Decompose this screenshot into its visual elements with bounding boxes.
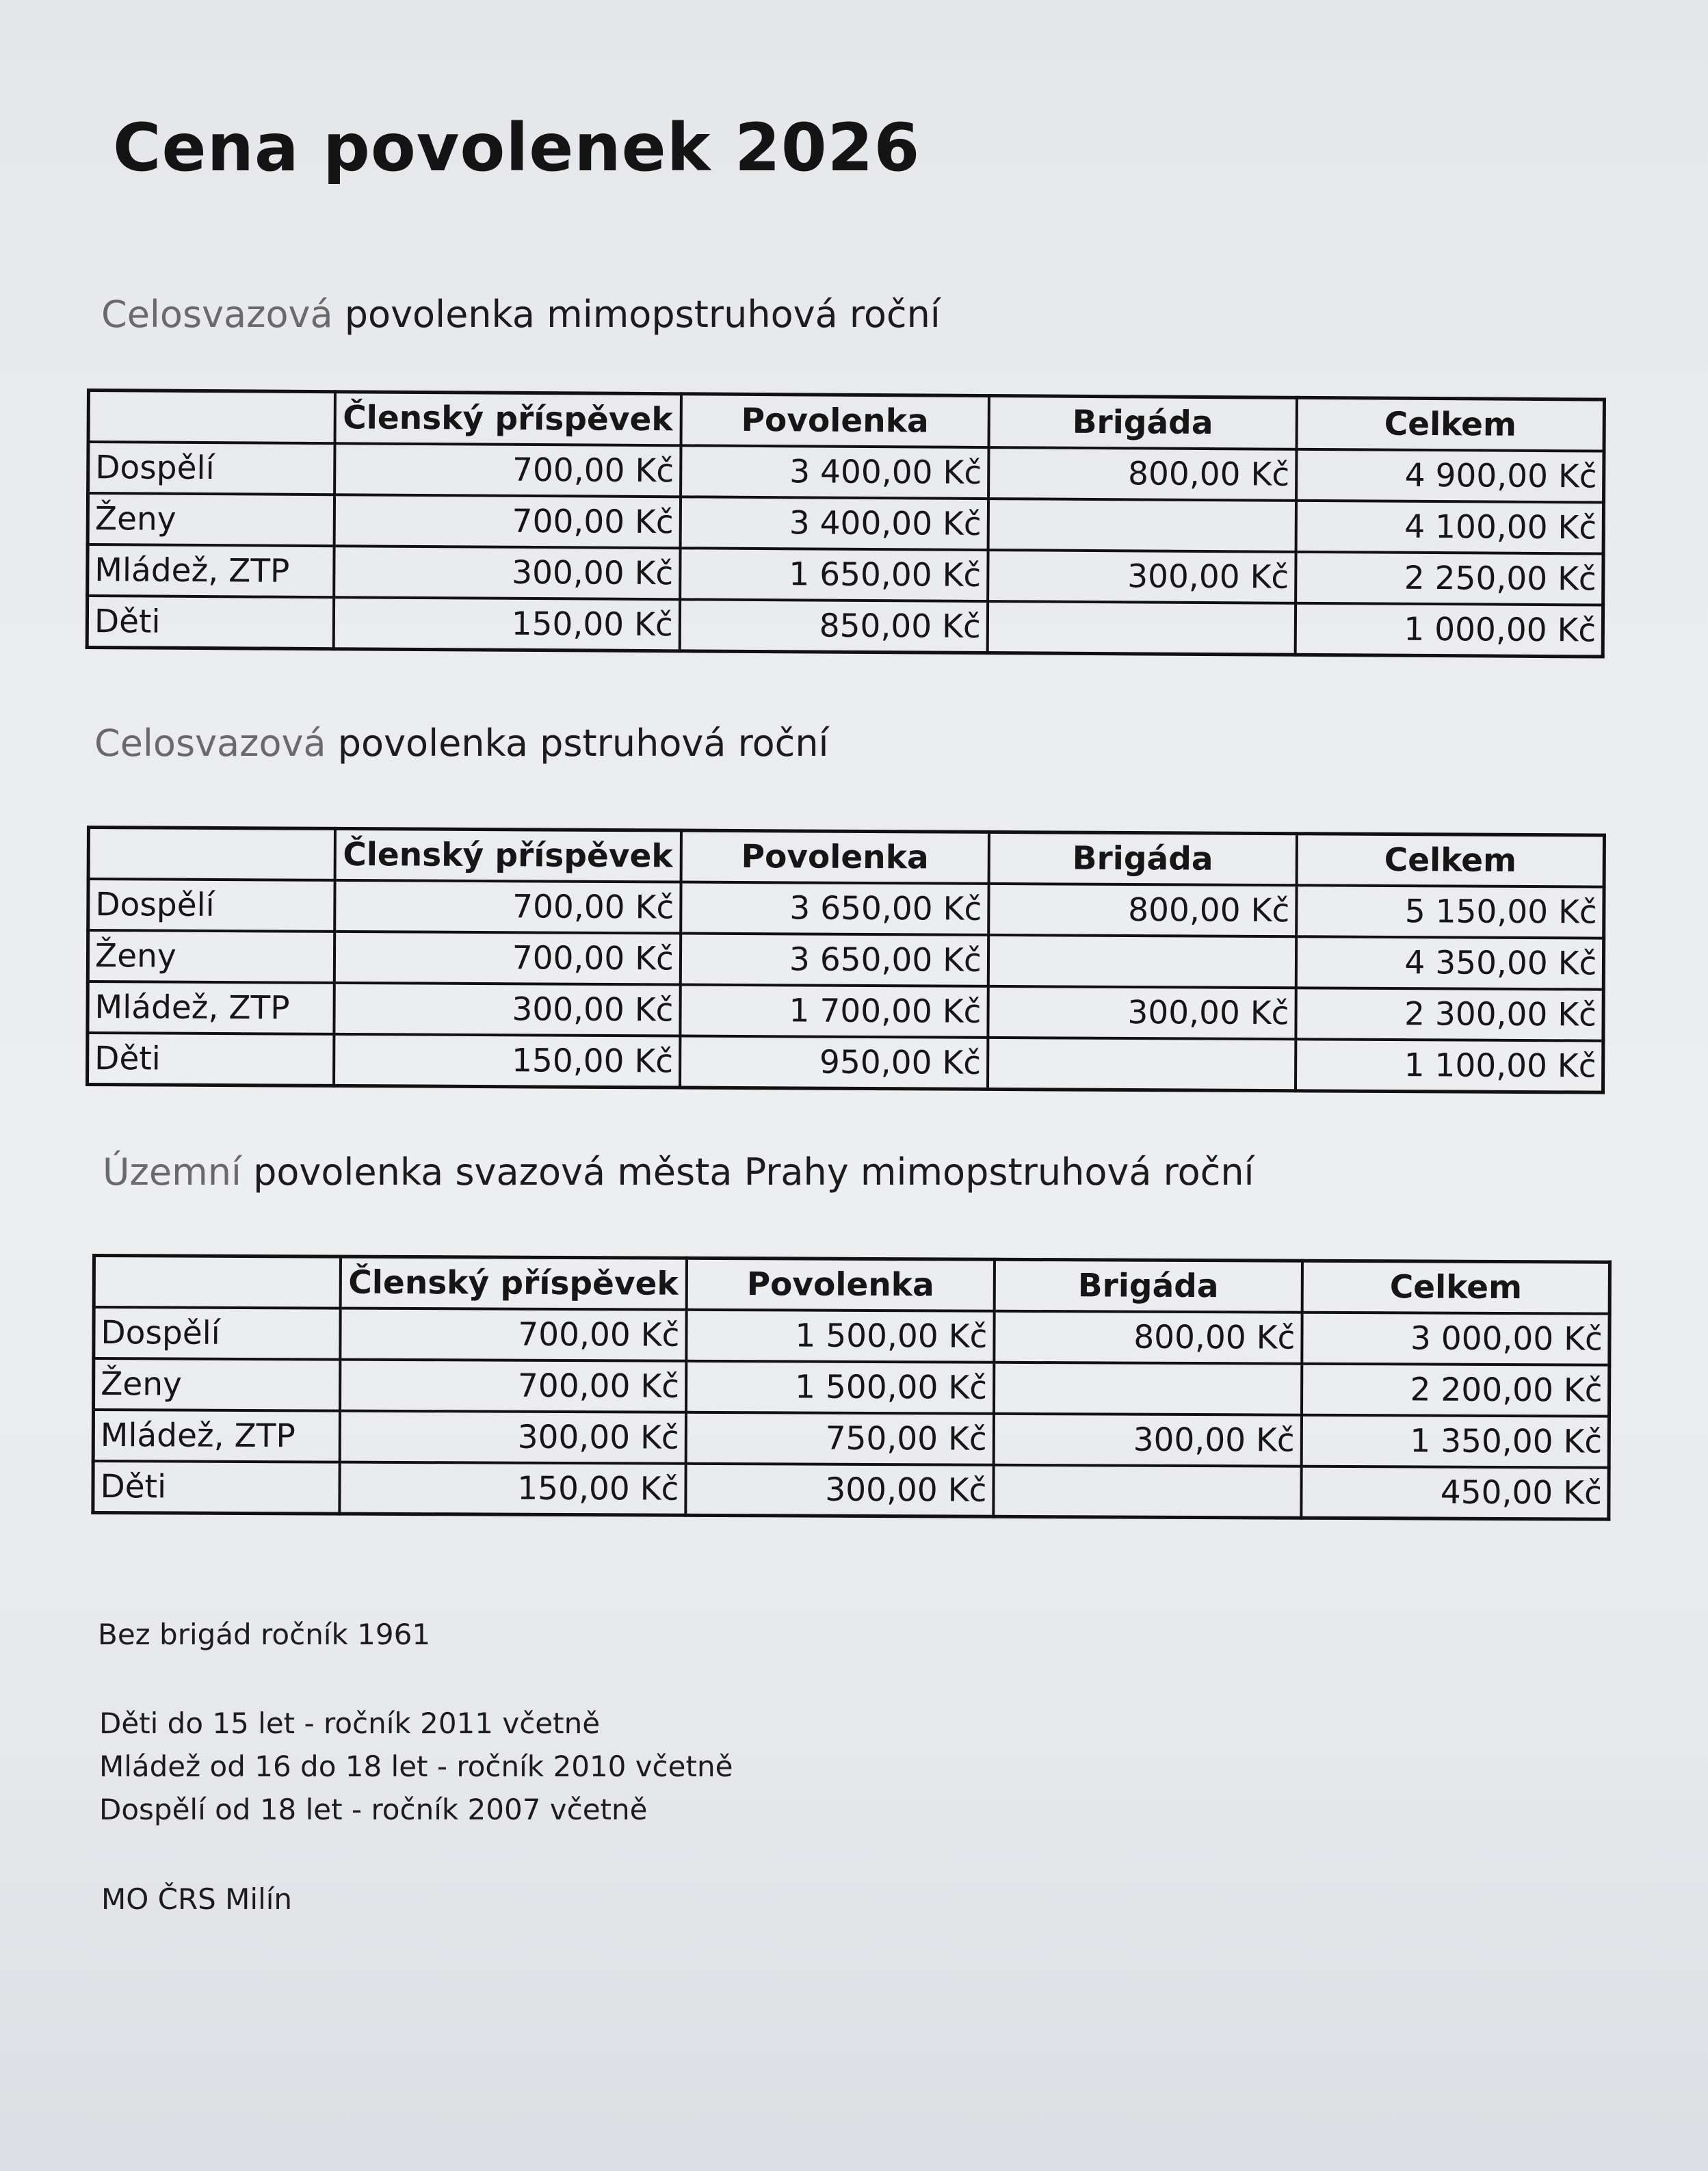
brigade-cell: 800,00 Kč bbox=[988, 884, 1296, 936]
header-empty bbox=[94, 1256, 340, 1308]
organization-signature: MO ČRS Milín bbox=[101, 1882, 293, 1916]
note-youth-age: Mládež od 16 do 18 let - ročník 2010 včetně bbox=[99, 1750, 733, 1783]
header-permit: Povolenka bbox=[687, 1258, 995, 1311]
permit-cell: 950,00 Kč bbox=[680, 1036, 988, 1090]
fee-cell: 700,00 Kč bbox=[340, 1308, 687, 1361]
row-label: Dospělí bbox=[94, 1307, 340, 1360]
table-row bbox=[88, 493, 1604, 554]
permit-cell: 300,00 Kč bbox=[685, 1464, 993, 1516]
permit-cell: 3 400,00 Kč bbox=[680, 497, 988, 550]
table-header-row bbox=[88, 391, 1605, 451]
permit-cell: 1 700,00 Kč bbox=[680, 985, 988, 1038]
table-row bbox=[94, 1307, 1610, 1365]
table-row bbox=[94, 1358, 1610, 1417]
header-brigade: Brigáda bbox=[988, 832, 1296, 885]
section-heading-3 bbox=[103, 1150, 1254, 1194]
brigade-cell bbox=[988, 1038, 1296, 1091]
page-title: Cena povolenek 2026 bbox=[113, 109, 921, 186]
fee-cell: 150,00 Kč bbox=[339, 1462, 686, 1516]
header-permit: Povolenka bbox=[681, 394, 988, 447]
total-cell: 4 100,00 Kč bbox=[1296, 501, 1603, 554]
section-heading-1-prefix: Celosvazová bbox=[101, 293, 333, 336]
total-cell: 2 200,00 Kč bbox=[1302, 1364, 1610, 1417]
total-cell: 450,00 Kč bbox=[1301, 1466, 1609, 1519]
table-row bbox=[93, 1461, 1610, 1519]
fee-cell: 700,00 Kč bbox=[334, 932, 681, 985]
header-permit: Povolenka bbox=[681, 830, 988, 884]
price-table-1 bbox=[86, 389, 1607, 659]
fee-cell: 300,00 Kč bbox=[339, 1411, 686, 1464]
note-adults-age: Dospělí od 18 let - ročník 2007 včetně bbox=[99, 1793, 648, 1826]
fee-cell: 150,00 Kč bbox=[333, 597, 680, 651]
fee-cell: 150,00 Kč bbox=[334, 1034, 681, 1088]
table-header-row bbox=[94, 1256, 1610, 1314]
section-heading-3-prefix: Územní bbox=[103, 1150, 241, 1194]
fee-cell: 700,00 Kč bbox=[334, 495, 681, 548]
header-brigade: Brigáda bbox=[995, 1259, 1302, 1312]
fee-cell: 300,00 Kč bbox=[334, 546, 681, 599]
total-cell: 4 350,00 Kč bbox=[1296, 936, 1604, 989]
price-table-2 bbox=[86, 826, 1606, 1094]
table-row bbox=[93, 1410, 1610, 1468]
section-heading-3-text: povolenka svazová města Prahy mimopstruhová roční bbox=[241, 1150, 1254, 1194]
note-no-brigade: Bez brigád ročník 1961 bbox=[98, 1618, 431, 1651]
permit-cell: 1 500,00 Kč bbox=[686, 1361, 994, 1414]
fee-cell: 700,00 Kč bbox=[334, 880, 681, 934]
total-cell: 5 150,00 Kč bbox=[1296, 885, 1604, 938]
fee-cell: 300,00 Kč bbox=[334, 983, 681, 1036]
total-cell: 4 900,00 Kč bbox=[1296, 449, 1604, 503]
header-total: Celkem bbox=[1296, 834, 1604, 887]
brigade-cell: 800,00 Kč bbox=[988, 447, 1296, 501]
table-header-row bbox=[88, 828, 1605, 887]
row-label: Děti bbox=[87, 596, 333, 649]
brigade-cell bbox=[993, 1465, 1301, 1518]
row-label: Dospělí bbox=[88, 879, 334, 932]
brigade-cell bbox=[994, 1363, 1302, 1415]
permit-cell: 3 400,00 Kč bbox=[681, 445, 988, 499]
total-cell: 1 100,00 Kč bbox=[1296, 1039, 1603, 1092]
header-fee: Členský příspěvek bbox=[340, 1256, 687, 1310]
header-empty bbox=[88, 828, 334, 880]
row-label: Ženy bbox=[88, 930, 334, 983]
header-brigade: Brigáda bbox=[988, 396, 1296, 449]
permit-cell: 3 650,00 Kč bbox=[681, 882, 988, 935]
brigade-cell: 300,00 Kč bbox=[994, 1414, 1302, 1466]
table-row bbox=[88, 1033, 1604, 1092]
note-children-age: Děti do 15 let - ročník 2011 včetně bbox=[99, 1707, 601, 1740]
header-fee: Členský příspěvek bbox=[334, 828, 681, 882]
table-row bbox=[88, 442, 1605, 503]
fee-cell: 700,00 Kč bbox=[340, 1360, 687, 1412]
row-label: Ženy bbox=[94, 1358, 340, 1411]
total-cell: 2 250,00 Kč bbox=[1296, 552, 1603, 605]
permit-cell: 750,00 Kč bbox=[686, 1412, 994, 1465]
brigade-cell: 800,00 Kč bbox=[994, 1311, 1302, 1364]
table-row bbox=[88, 982, 1604, 1041]
total-cell: 2 300,00 Kč bbox=[1296, 988, 1603, 1040]
row-label: Mládež, ZTP bbox=[88, 544, 334, 597]
brigade-cell: 300,00 Kč bbox=[988, 986, 1296, 1039]
header-total: Celkem bbox=[1296, 397, 1604, 451]
section-heading-2-text: povolenka pstruhová roční bbox=[326, 722, 829, 765]
row-label: Děti bbox=[93, 1461, 339, 1514]
header-total: Celkem bbox=[1302, 1261, 1610, 1313]
table-row bbox=[88, 879, 1605, 938]
permit-cell: 850,00 Kč bbox=[680, 599, 988, 653]
row-label: Mládež, ZTP bbox=[88, 982, 334, 1034]
section-heading-1 bbox=[101, 293, 941, 336]
section-heading-2-prefix: Celosvazová bbox=[94, 722, 326, 765]
row-label: Ženy bbox=[88, 493, 334, 546]
table-row bbox=[88, 930, 1604, 990]
permit-cell: 3 650,00 Kč bbox=[681, 934, 988, 986]
row-label: Dospělí bbox=[88, 442, 334, 495]
price-table-3 bbox=[91, 1254, 1612, 1521]
total-cell: 3 000,00 Kč bbox=[1302, 1313, 1610, 1365]
permit-cell: 1 500,00 Kč bbox=[686, 1310, 994, 1363]
brigade-cell: 300,00 Kč bbox=[988, 550, 1296, 603]
brigade-cell bbox=[988, 499, 1296, 552]
table-row bbox=[87, 596, 1603, 657]
row-label: Mládež, ZTP bbox=[93, 1410, 339, 1462]
brigade-cell bbox=[988, 601, 1296, 655]
header-fee: Členský příspěvek bbox=[334, 392, 681, 446]
brigade-cell bbox=[988, 935, 1296, 988]
table-row bbox=[88, 544, 1604, 605]
total-cell: 1 000,00 Kč bbox=[1296, 603, 1603, 657]
section-heading-1-text: povolenka mimopstruhová roční bbox=[332, 293, 941, 336]
section-heading-2 bbox=[94, 722, 829, 765]
header-empty bbox=[88, 391, 334, 444]
row-label: Děti bbox=[88, 1033, 334, 1086]
fee-cell: 700,00 Kč bbox=[334, 443, 681, 497]
permit-cell: 1 650,00 Kč bbox=[680, 548, 988, 601]
total-cell: 1 350,00 Kč bbox=[1302, 1415, 1610, 1468]
